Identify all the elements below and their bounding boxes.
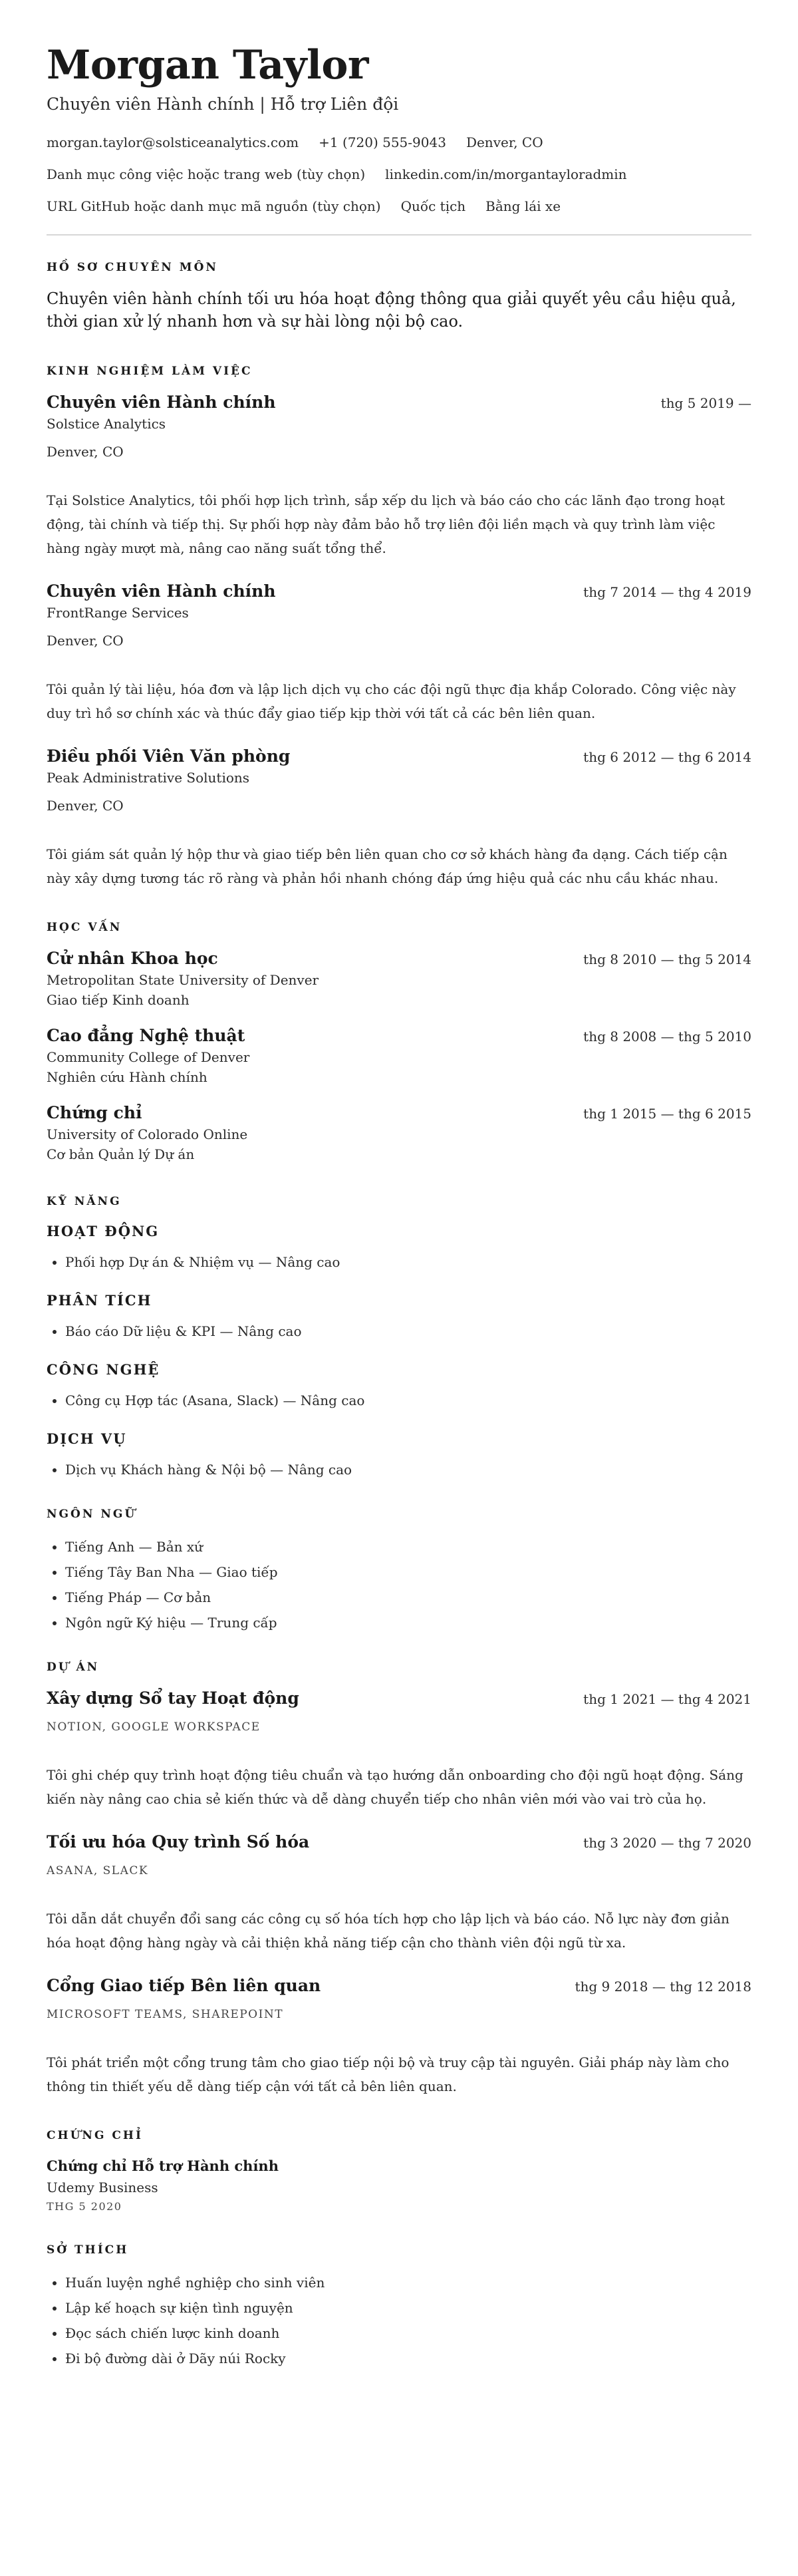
- job-date: thg 5 2019 —: [660, 395, 751, 411]
- school-name: Community College of Denver: [47, 1049, 250, 1065]
- school-name: University of Colorado Online: [47, 1126, 248, 1142]
- experience-section: [47, 363, 751, 890]
- skill-list: [47, 1249, 751, 1275]
- project-tech: NOTION, GOOGLE WORKSPACE: [47, 1720, 261, 1734]
- education-date: thg 1 2015 — thg 6 2015: [583, 1106, 751, 1122]
- certification-name: Chứng chỉ Hỗ trợ Hành chính: [47, 2158, 279, 2174]
- interest-item: • Huấn luyện nghề nghiệp cho sinh viên: [65, 2270, 751, 2295]
- project-name: Xây dựng Sổ tay Hoạt động: [47, 1689, 299, 1708]
- education-section: [47, 919, 751, 1164]
- job-company: Solstice Analytics: [47, 416, 166, 432]
- job-date: thg 6 2012 — thg 6 2014: [583, 749, 751, 765]
- skill-item: • Báo cáo Dữ liệu & KPI — Nâng cao: [65, 1319, 751, 1344]
- project-date: thg 3 2020 — thg 7 2020: [583, 1835, 751, 1851]
- project-tech: MICROSOFT TEAMS, SHAREPOINT: [47, 2008, 284, 2021]
- section-title-certifications: CHỨNG CHỈ: [47, 2129, 143, 2142]
- skill-category: PHÂN TÍCH: [47, 1292, 152, 1309]
- contact-github[interactable]: URL GitHub hoặc danh mục mã nguồn (tùy chọn): [47, 198, 381, 214]
- degree-title: Cao đẳng Nghệ thuật: [47, 1026, 245, 1045]
- project-date: thg 1 2021 — thg 4 2021: [583, 1691, 751, 1707]
- skill-category: CÔNG NGHỆ: [47, 1361, 160, 1378]
- language-list: [47, 1534, 751, 1635]
- field-of-study: Giao tiếp Kinh doanh: [47, 992, 190, 1008]
- language-item: • Tiếng Tây Ban Nha — Giao tiếp: [65, 1559, 751, 1585]
- job-location: Denver, CO: [47, 444, 124, 460]
- job-location: Denver, CO: [47, 798, 124, 814]
- languages-section: [47, 1506, 751, 1635]
- interest-item: • Đọc sách chiến lược kinh doanh: [65, 2321, 751, 2346]
- education-entry: [47, 947, 751, 1010]
- certifications-section: [47, 2128, 751, 2215]
- skill-item: • Dịch vụ Khách hàng & Nội bộ — Nâng cao: [65, 1457, 751, 1482]
- interests-section: [47, 2242, 751, 2371]
- experience-entry: [47, 745, 751, 890]
- job-description: Tôi giám sát quản lý hộp thư và giao tiếp bên liên quan cho cơ sở khách hàng đa dạng. Cách tiếp cận này xây dựng tương tác rõ ràng và phản hồi nhanh chóng đáp ứng hiệu quả các nhu cầu khác nhau.: [47, 846, 728, 886]
- project-description: Tôi phát triển một cổng trung tâm cho giao tiếp nội bộ và truy cập tài nguyên. Giải pháp này làm cho thông tin thiết yếu dễ dàng tiếp cận với tất cả bên liên quan.: [47, 2054, 730, 2094]
- section-title-interests: SỞ THÍCH: [47, 2243, 129, 2257]
- project-entry: [47, 1831, 751, 1955]
- skill-list: [47, 1319, 751, 1344]
- project-description: Tôi dẫn dắt chuyển đổi sang các công cụ số hóa tích hợp cho lập lịch và báo cáo. Nỗ lực này đơn giản hóa hoạt động hàng ngày và cải thiện khả năng tiếp cận cho thành viên đội ngũ từ xa.: [47, 1911, 730, 1951]
- skill-list: [47, 1388, 751, 1413]
- project-name: Cổng Giao tiếp Bên liên quan: [47, 1976, 321, 1995]
- project-date: thg 9 2018 — thg 12 2018: [575, 1979, 751, 1995]
- experience-entry: [47, 391, 751, 560]
- job-date: thg 7 2014 — thg 4 2019: [583, 584, 751, 600]
- interest-list: [47, 2270, 751, 2371]
- certification-date: THG 5 2020: [47, 2200, 122, 2213]
- skill-list: [47, 1457, 751, 1482]
- language-item: • Tiếng Anh — Bản xứ: [65, 1534, 751, 1559]
- field-of-study: Nghiên cứu Hành chính: [47, 1069, 207, 1085]
- section-title-education: HỌC VẤN: [47, 921, 122, 934]
- job-description: Tại Solstice Analytics, tôi phối hợp lịch trình, sắp xếp du lịch và báo cáo cho các lãnh đạo trong hoạt động, tài chính và tiếp thị. Sự phối hợp này đảm bảo hỗ trợ liên đội liền mạch và quy trình làm việc hàng ngày mượt mà, nâng cao năng suất tổng thể.: [47, 492, 725, 556]
- contact-linkedin[interactable]: linkedin.com/in/morgantayloradmin: [385, 166, 627, 182]
- interest-item: • Đi bộ đường dài ở Dãy núi Rocky: [65, 2346, 751, 2371]
- project-description: Tôi ghi chép quy trình hoạt động tiêu chuẩn và tạo hướng dẫn onboarding cho đội ngũ hoạt động. Sáng kiến này nâng cao chia sẻ kiến thức và dễ dàng chuyển tiếp cho nhân viên mới vào vai trò của họ.: [47, 1767, 743, 1807]
- job-title: Chuyên viên Hành chính: [47, 393, 276, 412]
- contact-row: [47, 165, 751, 184]
- section-title-projects: DỰ ÁN: [47, 1661, 100, 1674]
- job-title: Chuyên viên Hành chính: [47, 581, 276, 601]
- section-title-experience: KINH NGHIỆM LÀM VIỆC: [47, 365, 253, 378]
- section-title-skills: KỸ NĂNG: [47, 1195, 122, 1208]
- skills-section: [47, 1194, 751, 1482]
- education-entry: [47, 1025, 751, 1087]
- education-date: thg 8 2010 — thg 5 2014: [583, 951, 751, 967]
- certification-issuer: Udemy Business: [47, 2179, 158, 2195]
- job-company: FrontRange Services: [47, 605, 189, 621]
- interest-item: • Lập kế hoạch sự kiện tình nguyện: [65, 2295, 751, 2321]
- job-company: Peak Administrative Solutions: [47, 770, 250, 786]
- degree-title: Cử nhân Khoa học: [47, 949, 218, 968]
- skill-category: HOẠT ĐỘNG: [47, 1223, 160, 1239]
- contact-email[interactable]: morgan.taylor@solsticeanalytics.com: [47, 134, 299, 150]
- contact-row: [47, 197, 751, 216]
- contact-portfolio[interactable]: Danh mục công việc hoặc trang web (tùy chọn): [47, 166, 366, 182]
- section-title-profile: HỒ SƠ CHUYÊN MÔN: [47, 261, 218, 274]
- contact-location: Denver, CO: [466, 134, 543, 150]
- language-item: • Tiếng Pháp — Cơ bản: [65, 1585, 751, 1610]
- job-description: Tôi quản lý tài liệu, hóa đơn và lập lịch dịch vụ cho các đội ngũ thực địa khắp Colorado. Công việc này duy trì hồ sơ chính xác và thúc đẩy giao tiếp kịp thời với tất cả các bên liên quan.: [47, 681, 736, 721]
- language-item: • Ngôn ngữ Ký hiệu — Trung cấp: [65, 1610, 751, 1635]
- contact-phone[interactable]: +1 (720) 555-9043: [319, 134, 446, 150]
- project-entry: [47, 1975, 751, 2098]
- education-entry: [47, 1102, 751, 1164]
- project-name: Tối ưu hóa Quy trình Số hóa: [47, 1832, 310, 1852]
- candidate-name: Morgan Taylor: [47, 42, 368, 88]
- field-of-study: Cơ bản Quản lý Dự án: [47, 1146, 195, 1162]
- school-name: Metropolitan State University of Denver: [47, 972, 319, 988]
- projects-section: [47, 1659, 751, 2098]
- contact-driving-license: Bằng lái xe: [485, 198, 561, 214]
- contact-row: [47, 133, 751, 152]
- job-title: Điều phối Viên Văn phòng: [47, 746, 291, 766]
- education-date: thg 8 2008 — thg 5 2010: [583, 1029, 751, 1045]
- project-tech: ASANA, SLACK: [47, 1864, 149, 1877]
- section-title-languages: NGÔN NGỮ: [47, 1508, 137, 1521]
- profile-summary: Chuyên viên hành chính tối ưu hóa hoạt động thông qua giải quyết yêu cầu hiệu quả, thời gian xử lý nhanh hơn và sự hài lòng nội bộ cao.: [47, 289, 736, 331]
- skill-category: DỊCH VỤ: [47, 1430, 127, 1447]
- contact-nationality: Quốc tịch: [400, 198, 466, 214]
- project-entry: [47, 1687, 751, 1811]
- degree-title: Chứng chỉ: [47, 1103, 142, 1122]
- skill-item: • Phối hợp Dự án & Nhiệm vụ — Nâng cao: [65, 1249, 751, 1275]
- skill-item: • Công cụ Hợp tác (Asana, Slack) — Nâng cao: [65, 1388, 751, 1413]
- candidate-headline: Chuyên viên Hành chính | Hỗ trợ Liên đội: [47, 94, 399, 114]
- header-divider: [47, 234, 751, 236]
- experience-entry: [47, 580, 751, 725]
- job-location: Denver, CO: [47, 633, 124, 649]
